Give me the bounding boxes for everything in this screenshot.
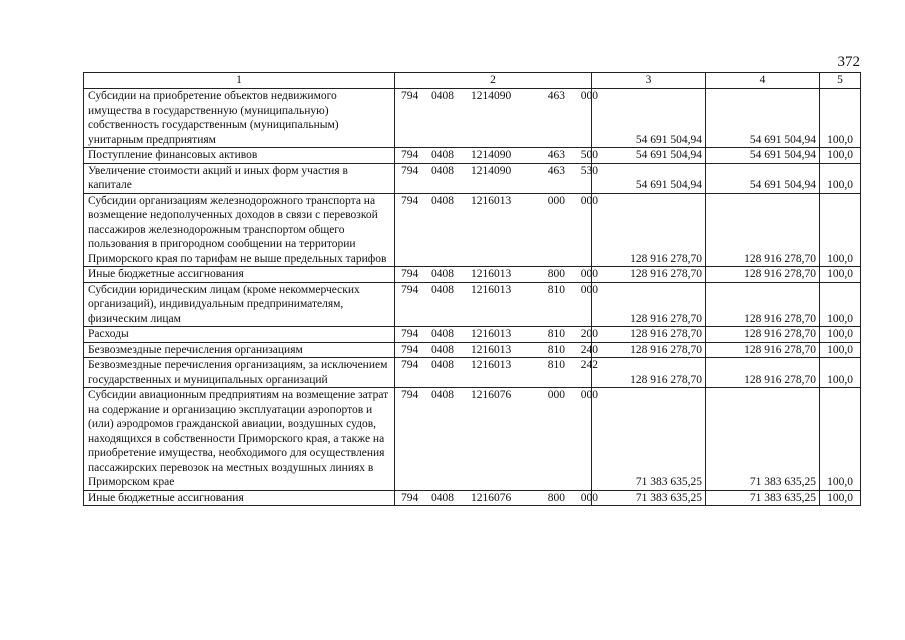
row-code <box>395 89 598 148</box>
code-section: 0408 <box>431 343 454 356</box>
code-type: 810 <box>547 328 565 340</box>
row-actual: 54 691 504,94 <box>706 89 820 148</box>
row-percent: 100,0 <box>820 267 861 283</box>
row-plan: 128 916 278,70 <box>592 282 706 327</box>
code-type: 800 <box>547 491 565 504</box>
header-col-3: 3 <box>592 73 706 89</box>
table-row <box>84 327 861 343</box>
code-ministry: 794 <box>401 90 419 102</box>
row-plan: 54 691 504,94 <box>592 163 706 193</box>
row-plan: 128 916 278,70 <box>592 327 706 343</box>
row-actual: 128 916 278,70 <box>706 327 820 343</box>
code-kosgu: 000 <box>580 268 598 280</box>
code-kosgu: 500 <box>580 149 598 161</box>
code-target: 1214090 <box>471 164 512 177</box>
row-code <box>395 327 598 343</box>
row-name: Безвозмездные перечисления организациям <box>84 342 395 358</box>
row-code <box>395 358 598 388</box>
row-code <box>395 193 598 267</box>
code-section: 0408 <box>431 359 454 371</box>
row-percent: 100,0 <box>820 388 861 491</box>
row-percent: 100,0 <box>820 327 861 343</box>
code-ministry: 794 <box>401 149 419 161</box>
row-name: Иные бюджетные ассигнования <box>84 490 395 506</box>
header-col-5: 5 <box>820 73 861 89</box>
row-actual: 128 916 278,70 <box>706 193 820 267</box>
row-percent: 100,0 <box>820 148 861 164</box>
header-col-2: 2 <box>395 73 592 89</box>
row-actual: 54 691 504,94 <box>706 163 820 193</box>
code-target: 1216013 <box>471 359 512 371</box>
row-actual: 54 691 504,94 <box>706 148 820 164</box>
code-kosgu: 200 <box>580 328 598 340</box>
row-actual: 71 383 635,25 <box>706 490 820 506</box>
code-kosgu: 240 <box>580 343 598 356</box>
header-row <box>84 73 861 89</box>
row-code <box>395 388 598 491</box>
code-ministry: 794 <box>401 491 419 504</box>
code-kosgu: 530 <box>580 164 598 177</box>
row-plan: 128 916 278,70 <box>592 267 706 283</box>
code-section: 0408 <box>431 90 454 102</box>
table-row <box>84 282 861 327</box>
table-row <box>84 388 861 491</box>
code-ministry: 794 <box>401 328 419 340</box>
row-percent: 100,0 <box>820 193 861 267</box>
row-name: Иные бюджетные ассигнования <box>84 267 395 283</box>
row-name: Субсидии авиационным предприятиям на возмещение затрат на содержание и организацию эксплуатации аэропортов и (или) аэродромов гражданской авиации, воздушных судов, находящихся в собственности Приморского края, а также на приобретение имущества, необходимого для осуществления пассажирских перевозок на местных воздушных линиях в Приморском крае <box>84 388 395 491</box>
code-kosgu: 000 <box>580 194 598 207</box>
row-code <box>395 342 598 358</box>
row-actual: 128 916 278,70 <box>706 342 820 358</box>
code-target: 1216076 <box>471 491 512 504</box>
row-code <box>395 282 598 327</box>
row-actual: 128 916 278,70 <box>706 282 820 327</box>
row-name: Поступление финансовых активов <box>84 148 395 164</box>
table-row <box>84 89 861 148</box>
code-kosgu: 242 <box>580 359 598 371</box>
code-type: 810 <box>547 359 565 371</box>
row-code <box>395 148 598 164</box>
code-target: 1216013 <box>471 283 512 296</box>
row-name: Субсидии организациям железнодорожного транспорта на возмещение недополученных доходов в связи с перевозкой пассажиров железнодорожным транспортом общего пользования в пригородном сообщении на территории Приморского края по тарифам не выше предельных тарифов <box>84 193 395 267</box>
table-row <box>84 342 861 358</box>
code-kosgu: 000 <box>580 90 598 102</box>
code-section: 0408 <box>431 328 454 340</box>
code-ministry: 794 <box>401 164 419 177</box>
table-row <box>84 358 861 388</box>
code-target: 1214090 <box>471 149 512 161</box>
code-ministry: 794 <box>401 268 419 280</box>
row-plan: 54 691 504,94 <box>592 89 706 148</box>
code-type: 810 <box>547 283 565 296</box>
row-name: Субсидии на приобретение объектов недвижимого имущества в государственную (муниципальную) собственность государственным (муниципальным) унитарным предприятиям <box>84 89 395 148</box>
code-kosgu: 000 <box>580 283 598 296</box>
code-ministry: 794 <box>401 194 419 207</box>
row-plan: 71 383 635,25 <box>592 490 706 506</box>
row-plan: 128 916 278,70 <box>592 342 706 358</box>
row-actual: 71 383 635,25 <box>706 388 820 491</box>
row-percent: 100,0 <box>820 282 861 327</box>
row-percent: 100,0 <box>820 89 861 148</box>
code-type: 463 <box>547 90 565 102</box>
row-plan: 128 916 278,70 <box>592 358 706 388</box>
code-target: 1216013 <box>471 194 512 207</box>
code-ministry: 794 <box>401 389 419 401</box>
row-percent: 100,0 <box>820 358 861 388</box>
code-ministry: 794 <box>401 359 419 371</box>
code-section: 0408 <box>431 491 454 504</box>
row-percent: 100,0 <box>820 490 861 506</box>
code-section: 0408 <box>431 164 454 177</box>
row-plan: 128 916 278,70 <box>592 193 706 267</box>
code-target: 1214090 <box>471 90 512 102</box>
row-name: Безвозмездные перечисления организациям, за исключением государственных и муниципальных организаций <box>84 358 395 388</box>
header-col-4: 4 <box>706 73 820 89</box>
row-percent: 100,0 <box>820 342 861 358</box>
code-target: 1216013 <box>471 268 512 280</box>
row-name: Субсидии юридическим лицам (кроме некоммерческих организаций), индивидуальным предпринимателям, физическим лицам <box>84 282 395 327</box>
row-name: Расходы <box>84 327 395 343</box>
code-ministry: 794 <box>401 283 419 296</box>
code-kosgu: 000 <box>580 491 598 504</box>
code-type: 810 <box>547 343 565 356</box>
row-percent: 100,0 <box>820 163 861 193</box>
row-code <box>395 163 598 193</box>
code-kosgu: 000 <box>580 389 598 401</box>
code-type: 463 <box>547 149 565 161</box>
row-actual: 128 916 278,70 <box>706 267 820 283</box>
row-code <box>395 490 598 506</box>
row-name: Увеличение стоимости акций и иных форм участия в капитале <box>84 163 395 193</box>
row-plan: 54 691 504,94 <box>592 148 706 164</box>
table-row <box>84 490 861 506</box>
table-row <box>84 267 861 283</box>
code-target: 1216013 <box>471 343 512 356</box>
header-col-1: 1 <box>84 73 395 89</box>
code-type: 000 <box>547 389 565 401</box>
code-section: 0408 <box>431 283 454 296</box>
code-section: 0408 <box>431 268 454 280</box>
row-actual: 128 916 278,70 <box>706 358 820 388</box>
row-code <box>395 267 598 283</box>
code-ministry: 794 <box>401 343 419 356</box>
budget-table <box>83 72 861 506</box>
code-target: 1216076 <box>471 389 512 401</box>
table-row <box>84 163 861 193</box>
code-section: 0408 <box>431 389 454 401</box>
table-row <box>84 148 861 164</box>
code-section: 0408 <box>431 194 454 207</box>
code-type: 000 <box>547 194 565 207</box>
page-number: 372 <box>837 54 860 70</box>
code-target: 1216013 <box>471 328 512 340</box>
code-section: 0408 <box>431 149 454 161</box>
table-row <box>84 193 861 267</box>
row-plan: 71 383 635,25 <box>592 388 706 491</box>
code-type: 463 <box>547 164 565 177</box>
code-type: 800 <box>547 268 565 280</box>
